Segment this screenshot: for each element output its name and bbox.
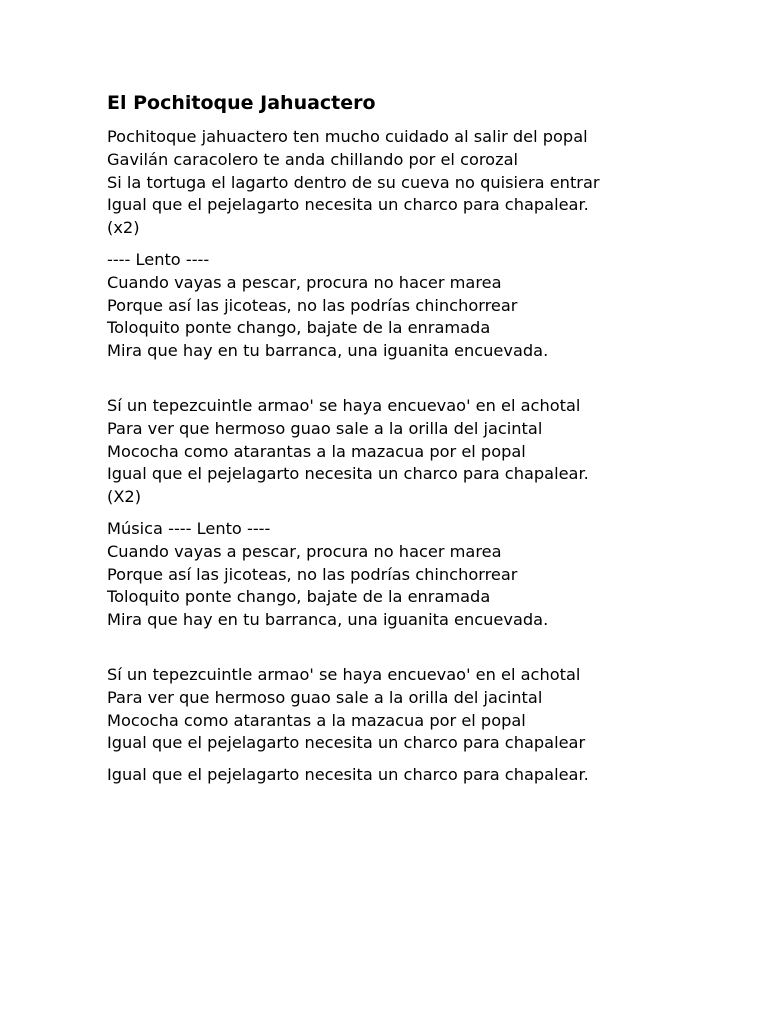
verse-2 — [107, 249, 747, 363]
verse-5 — [107, 664, 747, 755]
verse-line: Igual que el pejelagarto necesita un charco para chapalear. — [107, 464, 589, 484]
spacer — [107, 363, 747, 395]
spacer — [107, 509, 747, 518]
spacer — [107, 755, 747, 764]
document-title: El Pochitoque Jahuactero — [107, 92, 376, 114]
verse-line: Mococha como atarantas a la mazacua por el popal — [107, 441, 526, 461]
verse-line: Cuando vayas a pescar, procura no hacer marea — [107, 272, 502, 292]
verse-line: Sí un tepezcuintle armao' se haya encuevao' en el achotal — [107, 664, 581, 684]
verse-line: (X2) — [107, 487, 142, 507]
verse-line: Si la tortuga el lagarto dentro de su cueva no quisiera entrar — [107, 172, 600, 192]
verse-line: Igual que el pejelagarto necesita un charco para chapalear — [107, 733, 586, 753]
verse-line: Para ver que hermoso guao sale a la orilla del jacintal — [107, 418, 543, 438]
verse-line: Toloquito ponte chango, bajate de la enramada — [107, 318, 491, 338]
verse-line: Sí un tepezcuintle armao' se haya encuevao' en el achotal — [107, 395, 581, 415]
verse-line: (x2) — [107, 218, 140, 238]
verse-line: Igual que el pejelagarto necesita un charco para chapalear. — [107, 195, 589, 215]
spacer — [107, 240, 747, 249]
verse-line: Porque así las jicoteas, no las podrías chinchorrear — [107, 564, 518, 584]
verse-line: Música ---- Lento ---- — [107, 518, 271, 538]
verse-line: Igual que el pejelagarto necesita un charco para chapalear. — [107, 765, 589, 785]
verse-line: Mira que hay en tu barranca, una iguanita encuevada. — [107, 610, 549, 630]
verse-line: Mococha como atarantas a la mazacua por el popal — [107, 710, 526, 730]
verse-line: Toloquito ponte chango, bajate de la enramada — [107, 587, 491, 607]
verse-1 — [107, 126, 747, 240]
document-page — [107, 90, 747, 787]
verse-3 — [107, 395, 747, 509]
verse-line: ---- Lento ---- — [107, 249, 210, 269]
verse-4 — [107, 518, 747, 632]
verse-line: Pochitoque jahuactero ten mucho cuidado al salir del popal — [107, 127, 588, 146]
verse-line: Para ver que hermoso guao sale a la orilla del jacintal — [107, 687, 543, 707]
verse-line: Gavilán caracolero te anda chillando por el corozal — [107, 149, 518, 169]
verse-line: Porque así las jicoteas, no las podrías chinchorrear — [107, 295, 518, 315]
verse-line: Cuando vayas a pescar, procura no hacer marea — [107, 541, 502, 561]
spacer — [107, 632, 747, 664]
verse-line: Mira que hay en tu barranca, una iguanita encuevada. — [107, 341, 549, 361]
verse-6 — [107, 764, 747, 787]
